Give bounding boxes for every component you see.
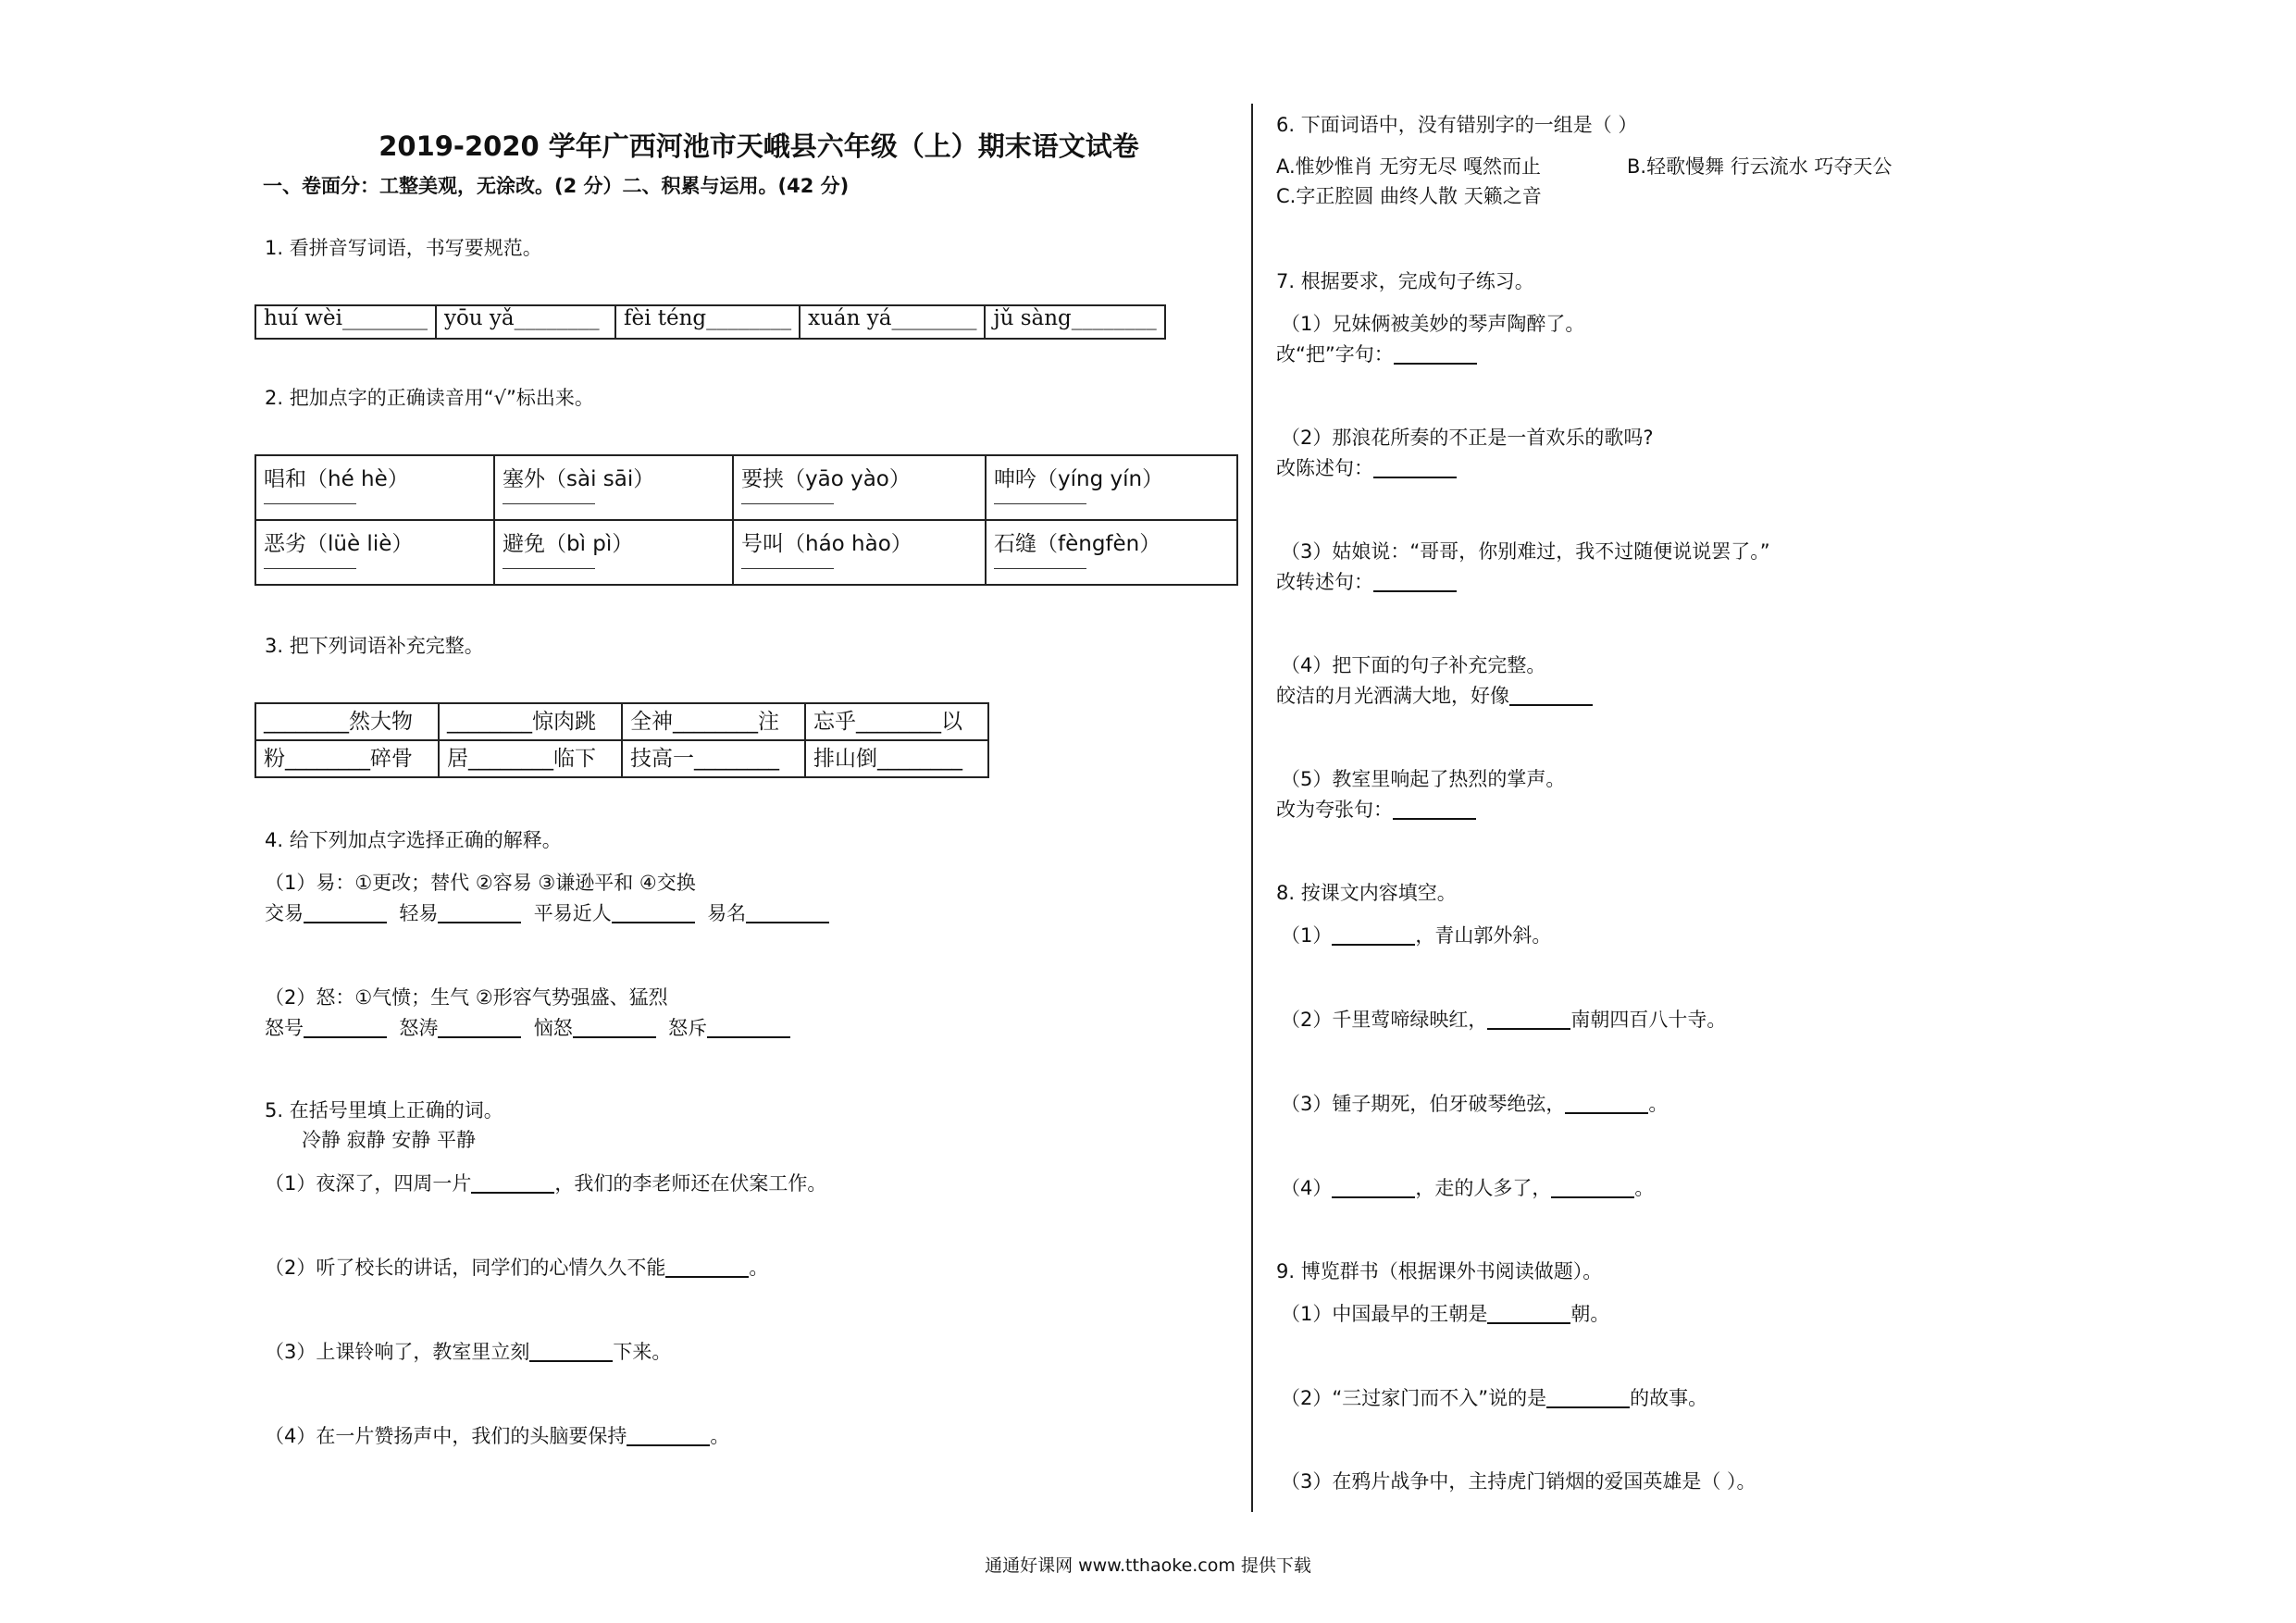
q2-stem: 2. 把加点字的正确读音用“√”标出来。: [265, 387, 594, 409]
q9-stem: 9. 博览群书（根据课外书阅读做题）。: [1276, 1260, 1603, 1282]
q7-requirement: 皎洁的月光洒满大地，好像: [1276, 686, 1593, 706]
q8-item: （1） ，青山郭外斜。: [1281, 924, 1552, 947]
q5-item: （3）上课铃响了，教室里立刻 下来。: [265, 1341, 672, 1363]
q2-cell: 唱和（hé hè）: [255, 455, 494, 520]
q4-p2-words: 怒号 怒涛 恼怒 怒斥: [265, 1018, 790, 1038]
q8-stem: 8. 按课文内容填空。: [1276, 882, 1457, 904]
q4-stem: 4. 给下列加点字选择正确的解释。: [265, 829, 562, 851]
page-title: 2019-2020 学年广西河池市天峨县六年级（上）期末语文试卷: [379, 130, 1139, 162]
q3-cell: 粉________碎骨: [255, 740, 439, 777]
q7-requirement: 改陈述句：: [1276, 458, 1457, 478]
q3-stem: 3. 把下列词语补充完整。: [265, 635, 484, 657]
q3-cell: 排山倒________: [805, 740, 988, 777]
q6-option-c: C.字正腔圆 曲终人散 天籁之音: [1276, 185, 1542, 207]
q1-cell: yōu yǎ________: [436, 305, 615, 339]
q9-item: （1）中国最早的王朝是 朝。: [1281, 1303, 1610, 1325]
q3-cell: 全神________注: [622, 703, 805, 740]
footer-credit: 通通好课网 www.tthaoke.com 提供下载: [985, 1555, 1311, 1576]
q2-cell: 要挟（yāo yào）: [733, 455, 986, 520]
q1-pinyin-table: [254, 304, 1166, 340]
q7-sentence: （1）兄妹俩被美妙的琴声陶醉了。: [1281, 313, 1585, 335]
q3-cell: ________然大物: [255, 703, 439, 740]
q1-cell: huí wèi________: [255, 305, 436, 339]
section-header: 一、卷面分：工整美观，无涂改。(2 分）二、积累与运用。(42 分): [263, 175, 850, 197]
q4-p1-definitions: （1）易：①更改；替代 ②容易 ③谦逊平和 ④交换: [265, 872, 696, 894]
q7-requirement: 改“把”字句：: [1276, 344, 1477, 365]
q6-stem: 6. 下面词语中，没有错别字的一组是（ ）: [1276, 114, 1638, 136]
q1-stem: 1. 看拼音写词语，书写要规范。: [265, 237, 542, 259]
q2-cell: 呻吟（yíng yín）: [986, 455, 1237, 520]
q9-item: （2）“三过家门而不入”说的是 的故事。: [1281, 1387, 1708, 1409]
q3-cell: 技高一________: [622, 740, 805, 777]
q7-sentence: （2）那浪花所奏的不正是一首欢乐的歌吗?: [1281, 427, 1654, 449]
q3-idiom-table: [254, 702, 989, 778]
q1-cell: xuán yá________: [800, 305, 985, 339]
q3-cell: 忘乎________以: [805, 703, 988, 740]
q9-item: （3）在鸦片战争中，主持虎门销烟的爱国英雄是（ ）。: [1281, 1470, 1756, 1493]
q5-item: （4）在一片赞扬声中，我们的头脑要保持 。: [265, 1425, 730, 1447]
q4-p2-definitions: （2）怒：①气愤；生气 ②形容气势强盛、猛烈: [265, 986, 668, 1009]
q8-item: （2）千里莺啼绿映红， 南朝四百八十寺。: [1281, 1009, 1727, 1031]
q2-cell: 避免（bì pì）: [494, 520, 733, 585]
q8-item: （3）锺子期死，伯牙破琴绝弦， 。: [1281, 1093, 1669, 1115]
q7-sentence: （5）教室里响起了热烈的掌声。: [1281, 768, 1566, 790]
q7-sentence: （3）姑娘说：“哥哥，你别难过，我不过随便说说罢了。”: [1281, 540, 1770, 563]
q2-cell: 石缝（fèngfèn）: [986, 520, 1237, 585]
q3-cell: ________惊肉跳: [439, 703, 622, 740]
q8-item: （4） ，走的人多了， 。: [1281, 1177, 1655, 1199]
q7-stem: 7. 根据要求，完成句子练习。: [1276, 270, 1534, 292]
q6-option-b: B.轻歌慢舞 行云流水 巧夺天公: [1627, 155, 1893, 178]
q7-requirement: 改为夸张句：: [1276, 799, 1476, 820]
q2-cell: 恶劣（lüè liè）: [255, 520, 494, 585]
q7-requirement: 改转述句：: [1276, 572, 1457, 592]
q5-item: （1）夜深了，四周一片 ，我们的李老师还在伏案工作。: [265, 1172, 827, 1195]
q2-reading-table: [254, 454, 1238, 586]
q4-p1-words: 交易 轻易 平易近人 易名: [265, 903, 829, 923]
q2-cell: 塞外（sài sāi）: [494, 455, 733, 520]
q3-cell: 居________临下: [439, 740, 622, 777]
q1-cell: jǔ sàng________: [985, 305, 1164, 339]
q6-option-a: A.惟妙惟肖 无穷无尽 嘎然而止: [1276, 155, 1542, 178]
q1-cell: fèi téng________: [615, 305, 800, 339]
q5-options: 冷静 寂静 安静 平静: [302, 1129, 477, 1151]
q2-cell: 号叫（háo hào）: [733, 520, 986, 585]
q5-item: （2）听了校长的讲话，同学们的心情久久不能 。: [265, 1257, 769, 1279]
q7-sentence: （4）把下面的句子补充完整。: [1281, 654, 1546, 676]
column-divider: [1251, 104, 1253, 1512]
q5-stem: 5. 在括号里填上正确的词。: [265, 1099, 503, 1121]
